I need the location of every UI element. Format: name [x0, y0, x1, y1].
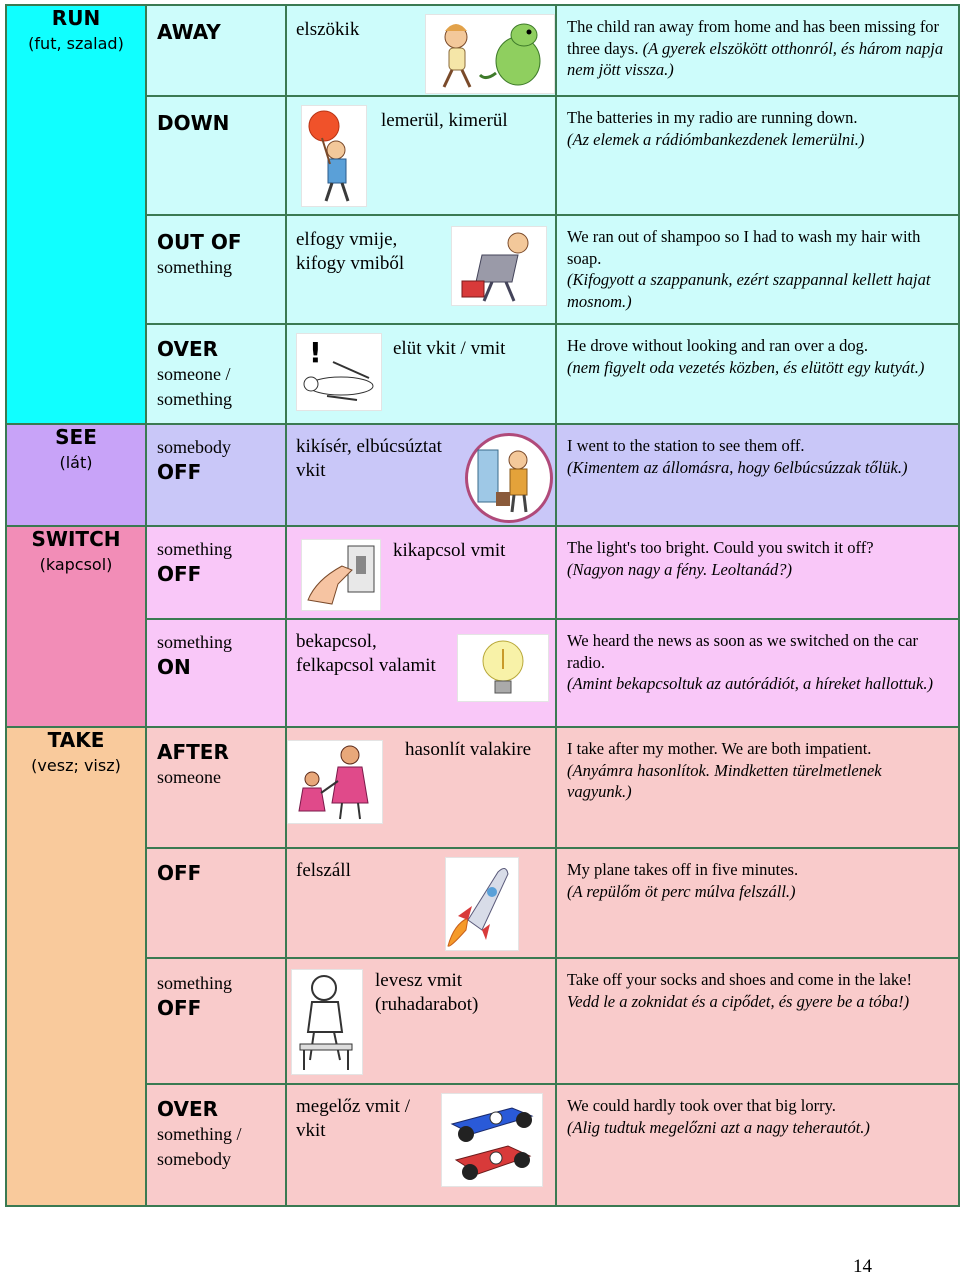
light-bulb-icon [457, 634, 549, 702]
meaning-text: elfogy vmije, kifogy vmiből [296, 229, 405, 274]
running-child-dinosaur-icon [425, 14, 555, 94]
example-text: The light's too bright. Could you switch it off? [567, 538, 874, 557]
table-row [6, 324, 959, 424]
example-translation: (Kimentem az állomásra, hogy 6elbúcsúzzak tőlük.) [567, 457, 908, 477]
page-number: 14 [853, 1256, 872, 1277]
example-translation: (Alig tudtuk megelőzni azt a nagy teherautót.) [567, 1117, 870, 1137]
verb-name: SEE [55, 425, 97, 449]
particle-bold: OFF [157, 996, 202, 1020]
particle-bold: OFF [157, 562, 202, 586]
particle-bold: OFF [157, 861, 202, 885]
example-cell [556, 727, 959, 848]
meaning-cell [286, 1084, 556, 1206]
example-translation: (nem figyelt oda vezetés közben, és elütött egy kutyát.) [567, 357, 925, 377]
table-row [6, 424, 959, 526]
particle-cell [146, 424, 286, 526]
undressing-person-icon [291, 969, 363, 1075]
particle-bold: ON [157, 655, 191, 679]
example-cell [556, 96, 959, 215]
particle-bold: DOWN [157, 111, 230, 135]
particle-object: someone [157, 767, 221, 787]
particle-bold: OVER [157, 337, 219, 361]
example-cell [556, 5, 959, 96]
meaning-text: megelőz vmit / vkit [296, 1096, 410, 1141]
meaning-text: hasonlít valakire [405, 739, 532, 760]
verb-name: TAKE [47, 728, 105, 752]
example-text: Take off your socks and shoes and come in the lake! [567, 970, 912, 989]
example-text: I take after my mother. We are both impatient. [567, 739, 872, 758]
table-row [6, 1084, 959, 1206]
meaning-text: felszáll [296, 860, 351, 881]
meaning-text: levesz vmit (ruhadarabot) [375, 970, 479, 1015]
verb-meaning: (vesz; visz) [31, 756, 121, 775]
particle-object: someone / something [157, 364, 232, 409]
example-translation: Vedd le a zoknidat és a cipődet, és gyere be a tóba!) [567, 991, 910, 1011]
example-cell [556, 619, 959, 727]
example-cell [556, 958, 959, 1084]
table-row [6, 526, 959, 619]
particle-object: somebody [157, 437, 231, 457]
example-translation: (A repülőm öt perc múlva felszáll.) [567, 881, 796, 901]
rocket-icon [445, 857, 519, 951]
verb-cell-take [6, 727, 146, 1206]
table-row [6, 215, 959, 324]
verb-name: SWITCH [31, 527, 121, 551]
particle-object: something [157, 632, 232, 652]
verb-meaning: (lát) [59, 453, 93, 472]
example-cell [556, 848, 959, 958]
meaning-cell [286, 424, 556, 526]
particle-bold: OUT OF [157, 230, 242, 254]
meaning-cell [286, 958, 556, 1084]
particle-cell [146, 96, 286, 215]
example-translation: (Anyámra hasonlítok. Mindketten türelmetlenek vagyunk.) [567, 760, 882, 801]
verb-meaning: (kapcsol) [39, 555, 113, 574]
example-cell [556, 215, 959, 324]
example-text: He drove without looking and ran over a dog. [567, 336, 869, 355]
traveller-station-icon [465, 433, 553, 523]
particle-bold: AWAY [157, 20, 221, 44]
meaning-cell [286, 619, 556, 727]
run-over-person-icon [296, 333, 382, 411]
particle-cell [146, 324, 286, 424]
example-text: The batteries in my radio are running down. [567, 108, 858, 127]
racing-cars-icon [441, 1093, 543, 1187]
phrasal-verb-table [5, 4, 960, 1207]
meaning-text: elszökik [296, 19, 360, 40]
meaning-cell [286, 727, 556, 848]
particle-bold: AFTER [157, 740, 229, 764]
verb-cell-see [6, 424, 146, 526]
verb-cell-run [6, 5, 146, 424]
particle-cell [146, 215, 286, 324]
verb-name: RUN [51, 6, 101, 30]
meaning-cell [286, 526, 556, 619]
example-text: My plane takes off in five minutes. [567, 860, 799, 879]
table-row [6, 958, 959, 1084]
particle-object: something [157, 539, 232, 559]
meaning-text: bekapcsol, felkapcsol valamit [296, 631, 436, 676]
table-row [6, 5, 959, 96]
example-translation: (Nagyon nagy a fény. Leoltanád?) [567, 559, 793, 579]
example-cell [556, 324, 959, 424]
table-row [6, 619, 959, 727]
hand-switch-icon [301, 539, 381, 611]
meaning-text: lemerül, kimerül [381, 110, 508, 131]
exhausted-man-icon [301, 105, 367, 207]
particle-cell [146, 727, 286, 848]
particle-object: something [157, 257, 232, 277]
particle-cell [146, 526, 286, 619]
example-cell [556, 1084, 959, 1206]
particle-cell [146, 619, 286, 727]
verb-cell-switch [6, 526, 146, 727]
particle-cell [146, 848, 286, 958]
verb-meaning: (fut, szalad) [28, 34, 124, 53]
example-text: We could hardly took over that big lorry. [567, 1096, 836, 1115]
mother-daughter-icon [287, 740, 383, 824]
table-row [6, 727, 959, 848]
particle-bold: OVER [157, 1097, 219, 1121]
meaning-cell [286, 96, 556, 215]
example-translation: (Kifogyott a szappanunk, ezért szappannal kellett hajat mosnom.) [567, 270, 931, 311]
meaning-cell [286, 215, 556, 324]
example-cell [556, 424, 959, 526]
particle-cell [146, 5, 286, 96]
meaning-cell [286, 324, 556, 424]
particle-bold: OFF [157, 460, 202, 484]
svg-text:!: ! [309, 336, 322, 369]
tired-man-shopping-icon [451, 226, 547, 306]
table-row [6, 848, 959, 958]
meaning-cell [286, 848, 556, 958]
example-translation: (Az elemek a rádiómbankezdenek lemerülni.) [567, 129, 865, 149]
example-translation: (A gyerek elszökött otthonról, és három napja nem jött vissza.) [567, 38, 944, 79]
example-text: We ran out of shampoo so I had to wash my hair with soap. [567, 227, 921, 268]
meaning-text: kikapcsol vmit [393, 540, 506, 561]
example-text: The child ran away from home and has been missing for three days. [567, 17, 940, 58]
particle-cell [146, 1084, 286, 1206]
meaning-text: elüt vkit / vmit [393, 338, 506, 359]
example-text: We heard the news as soon as we switched on the car radio. [567, 631, 919, 672]
example-translation: (Amint bekapcsoltuk az autórádiót, a híreket hallottuk.) [567, 674, 933, 693]
example-text: I went to the station to see them off. [567, 436, 805, 455]
example-cell [556, 526, 959, 619]
particle-object: something [157, 973, 232, 993]
table-row [6, 96, 959, 215]
particle-object: something / somebody [157, 1124, 242, 1169]
meaning-cell [286, 5, 556, 96]
particle-cell [146, 958, 286, 1084]
meaning-text: kikísér, elbúcsúztat vkit [296, 436, 442, 481]
